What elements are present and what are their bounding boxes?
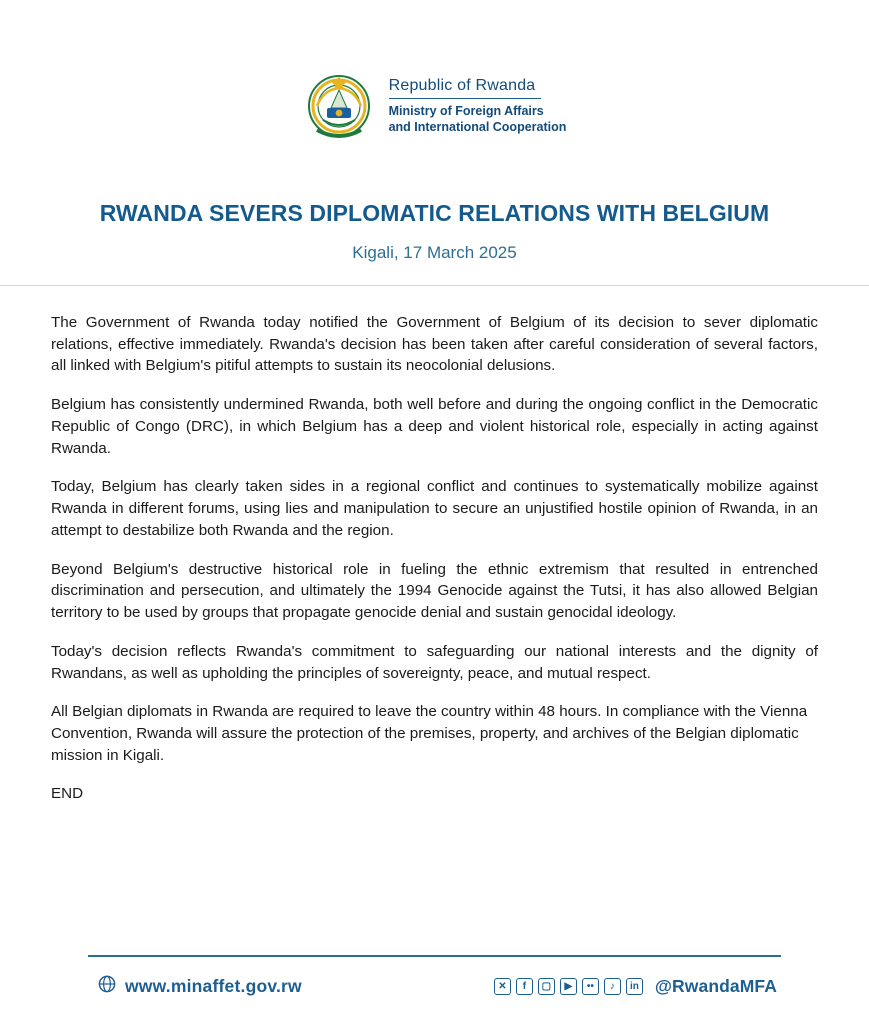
facebook-icon[interactable]: f bbox=[516, 978, 533, 995]
ministry-identity bbox=[389, 77, 567, 135]
linkedin-icon[interactable]: in bbox=[626, 978, 643, 995]
website-url: www.minaffet.gov.rw bbox=[125, 976, 302, 996]
document-footer bbox=[0, 955, 869, 998]
rwanda-coat-of-arms-icon bbox=[303, 68, 375, 144]
paragraph: All Belgian diplomats in Rwanda are required to leave the country within 48 hours. In compliance with the Vienna Convention, Rwanda will assure the protection of the premises, property, and archives of the Belgian diplomatic mission in Kigali. bbox=[51, 703, 808, 764]
page-title: RWANDA SEVERS DIPLOMATIC RELATIONS WITH BELGIUM bbox=[99, 200, 770, 226]
globe-icon bbox=[98, 975, 116, 998]
document-header bbox=[0, 0, 869, 144]
paragraph: Today, Belgium has clearly taken sides in a regional conflict and continues to systematically mobilize against Rwanda in different forums, using lies and manipulation to secure an unjustified hostile opinion of Rwanda, in an attempt to destabilize both Rwanda and the region. bbox=[51, 478, 818, 539]
document-body bbox=[0, 286, 869, 805]
paragraph: Belgium has consistently undermined Rwanda, both well before and during the ongoing conflict in the Democratic Republic of Congo (DRC), in which Belgium has a deep and violent historical role, especially in acting against Rwanda. bbox=[51, 396, 818, 457]
flickr-icon[interactable]: •• bbox=[582, 978, 599, 995]
youtube-icon[interactable]: ▶ bbox=[560, 978, 577, 995]
instagram-icon[interactable]: ▢ bbox=[538, 978, 555, 995]
social-links bbox=[494, 976, 777, 997]
end-marker: END bbox=[51, 785, 84, 803]
website-link[interactable] bbox=[98, 975, 302, 998]
x-twitter-icon[interactable]: ✕ bbox=[494, 978, 511, 995]
dateline: Kigali, 17 March 2025 bbox=[352, 243, 517, 262]
ministry-name-line1: Ministry of Foreign Affairs bbox=[388, 104, 544, 119]
social-handle: @RwandaMFA bbox=[654, 976, 777, 996]
ministry-name-line2: and International Cooperation bbox=[388, 119, 567, 134]
footer-contacts bbox=[0, 975, 869, 998]
paragraph: The Government of Rwanda today notified the Government of Belgium of its decision to sever diplomatic relations, effective immediately. Rwanda's decision has been taken after careful consideration of several factors, all linked with Belgium's pitiful attempts to sustain its neocolonial delusions. bbox=[51, 314, 818, 375]
footer-divider bbox=[88, 955, 781, 957]
republic-label: Republic of Rwanda bbox=[389, 77, 541, 99]
tiktok-icon[interactable]: ♪ bbox=[604, 978, 621, 995]
paragraph: Today's decision reflects Rwanda's commitment to safeguarding our national interests and the dignity of Rwandans, as well as upholding the principles of sovereignty, peace, and mutual respect. bbox=[51, 642, 818, 682]
paragraph: Beyond Belgium's destructive historical role in fueling the ethnic extremism that resulted in entrenched discrimination and persecution, and ultimately the 1994 Genocide against the Tutsi, it has also allowed Belgian territory to be used by groups that propagate genocide denial and sustain genocidal ideology. bbox=[51, 560, 818, 622]
